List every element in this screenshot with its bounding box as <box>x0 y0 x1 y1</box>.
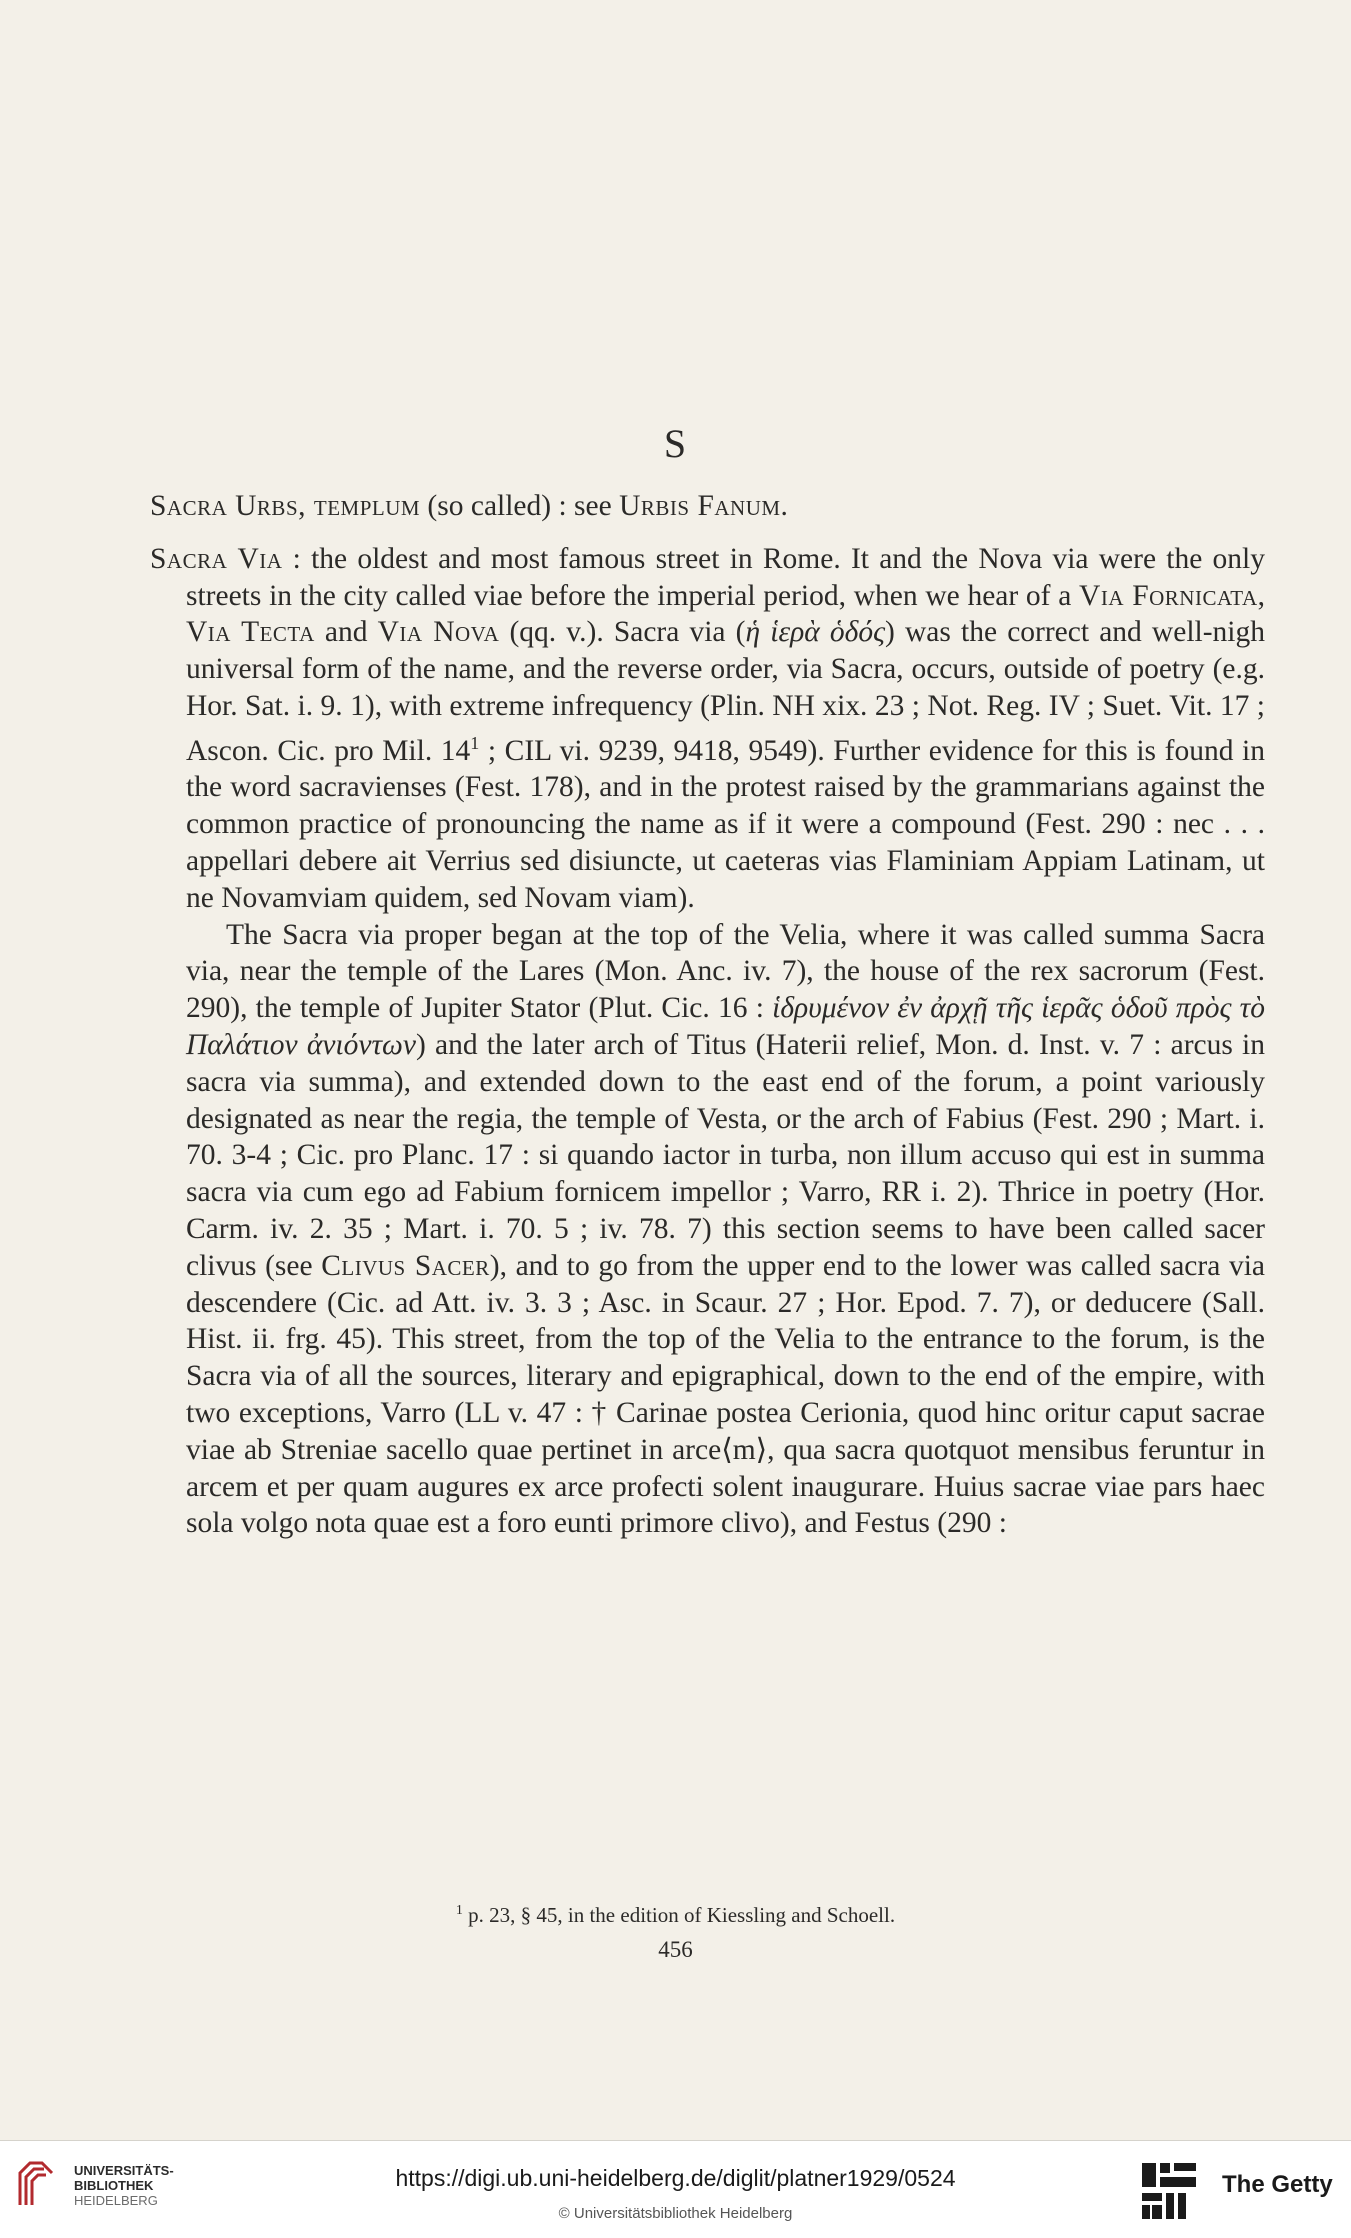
footnote-text: p. 23, § 45, in the edition of Kiessling and Schoell. <box>462 1903 896 1927</box>
entry-text: The Sacra via proper began at the top of the Velia, where it was called summa Sacra via, near the temple of the Lares (Mon. Anc. iv. 7), the house of the rex sacrorum (Fest. 290), the temple of Jupiter Stator (Plut. Cic. 16 : <box>186 918 1265 1025</box>
getty-partner-label[interactable]: The Getty <box>1222 2171 1333 2198</box>
entry-text: ; CIL vi. 9239, 9418, 9549). Further evidence for this is found in the word sacravienses (Fest. 178), and in the protest raised by the grammarians against the common practice of pronouncing the name as if it were a compound (Fest. 290 : nec . . . appellari debere ait Verrius sed disiuncte, ut caeteras vias Flaminiam Appiam Latinam, ut ne Novamviam quidem, sed Novam viam). <box>186 734 1265 914</box>
entry-body: (so called) : see <box>420 490 620 522</box>
page-number: 456 <box>658 1937 693 1962</box>
cross-reference: Clivus Sacer <box>321 1249 490 1282</box>
entry-text: , <box>1257 579 1265 612</box>
cross-reference: Via Tecta <box>186 616 315 649</box>
entry-head: Sacra Via <box>150 542 283 575</box>
entry-text: ) and the later arch of Titus (Haterii relief, Mon. d. Inst. v. 7 : arcus in sacra via summa), and extended down to the east end of the forum, a point variously designated as near the regia, the temple of Vesta, or the arch of Fabius (Fest. 290 ; Mart. i. 70. 3-4 ; Cic. pro Planc. 17 : si quando iactor in turba, non illum accuso qui est in summa sacra via cum ego ad Fabium fornicem impellor ; Varro, RR i. 2). Thrice in poetry (Hor. Carm. iv. 2. 35 ; Mart. i. 70. 5 ; iv. 78. 7) this section seems to have been called sacer clivus (see <box>186 1028 1265 1282</box>
greek-phrase: ἡ ἱερὰ ὁδός <box>745 616 886 649</box>
greek-phrase: ἱδρυμένον ἐν ἀρχῇ τῆς ἱερᾶς ὁδοῦ πρὸς τὸ Παλάτιον ἀνιόντων <box>186 992 1265 1061</box>
entry-text: ), and to go from the upper end to the lower was called sacra via descendere (Cic. ad Att. iv. 3. 3 ; Asc. in Scaur. 27 ; Hor. Epod. 7. 7), or deducere (Sall. Hist. ii. frg. 45). This street, from the top of the Velia to the entrance to the forum, is the Sacra via of all the sources, literary and epigraphical, down to the end of the empire, with two exceptions, Varro (LL v. 47 : † Carinae postea Cerionia, quod hinc oritur caput sacrae viae ab Streniae sacello quae pertinet in arce⟨m⟩, qua sacra quotquot mensibus feruntur in arcem et per quam augures ex arce profecti solent inaugurare. Huius sacrae viae pars haec sola volgo nota quae est a foro eunti primore clivo), and Festus (290 : <box>186 1249 1265 1540</box>
getty-logo-icon[interactable] <box>1140 2159 1200 2223</box>
footnote <box>0 1903 1351 1928</box>
document-url-link[interactable]: https://digi.ub.uni-heidelberg.de/diglit/platner1929/0524 <box>395 2165 956 2191</box>
cross-reference: Via Fornicata <box>1079 579 1258 612</box>
cross-reference: Via Nova <box>377 616 500 649</box>
section-letter: S <box>663 421 688 466</box>
viewer-footer <box>0 2140 1351 2238</box>
entry-text: : the oldest and most famous street in Rome. It and the Nova via were the only streets in the city called viae before the imperial period, when we hear of a <box>186 542 1265 612</box>
cross-reference: Urbis Fanum <box>619 490 781 522</box>
copyright-notice: © Universitätsbibliothek Heidelberg <box>558 2205 793 2222</box>
footnote-mark: 1 <box>455 1903 463 1918</box>
entry-text: (qq. v.). Sacra via ( <box>499 616 746 649</box>
footnote-marker: 1 <box>470 732 480 753</box>
entry-sacra-urbs <box>150 488 1265 525</box>
entry-text: ) was the correct and well-nigh universal form of the name, and the reverse order, via Sacra, occurs, outside of poetry (e.g. Hor. Sat. i. 9. 1), with extreme infrequency (Plin. NH xix. 23 ; Not. Reg. IV ; Suet. Vit. 17 ; Ascon. Cic. pro Mil. 14 <box>186 616 1265 767</box>
text-body <box>150 488 1265 1542</box>
library-line: BIBLIOTHEK <box>74 2178 154 2193</box>
entry-text: and <box>314 616 378 649</box>
library-line: HEIDELBERG <box>74 2193 158 2208</box>
entry-paragraph-2 <box>186 917 1265 1543</box>
library-line: UNIVERSITÄTS- <box>74 2163 174 2178</box>
entry-tail: . <box>780 490 788 522</box>
entry-head: Sacra Urbs, templum <box>150 490 421 522</box>
entry-sacra-via <box>150 541 1265 917</box>
